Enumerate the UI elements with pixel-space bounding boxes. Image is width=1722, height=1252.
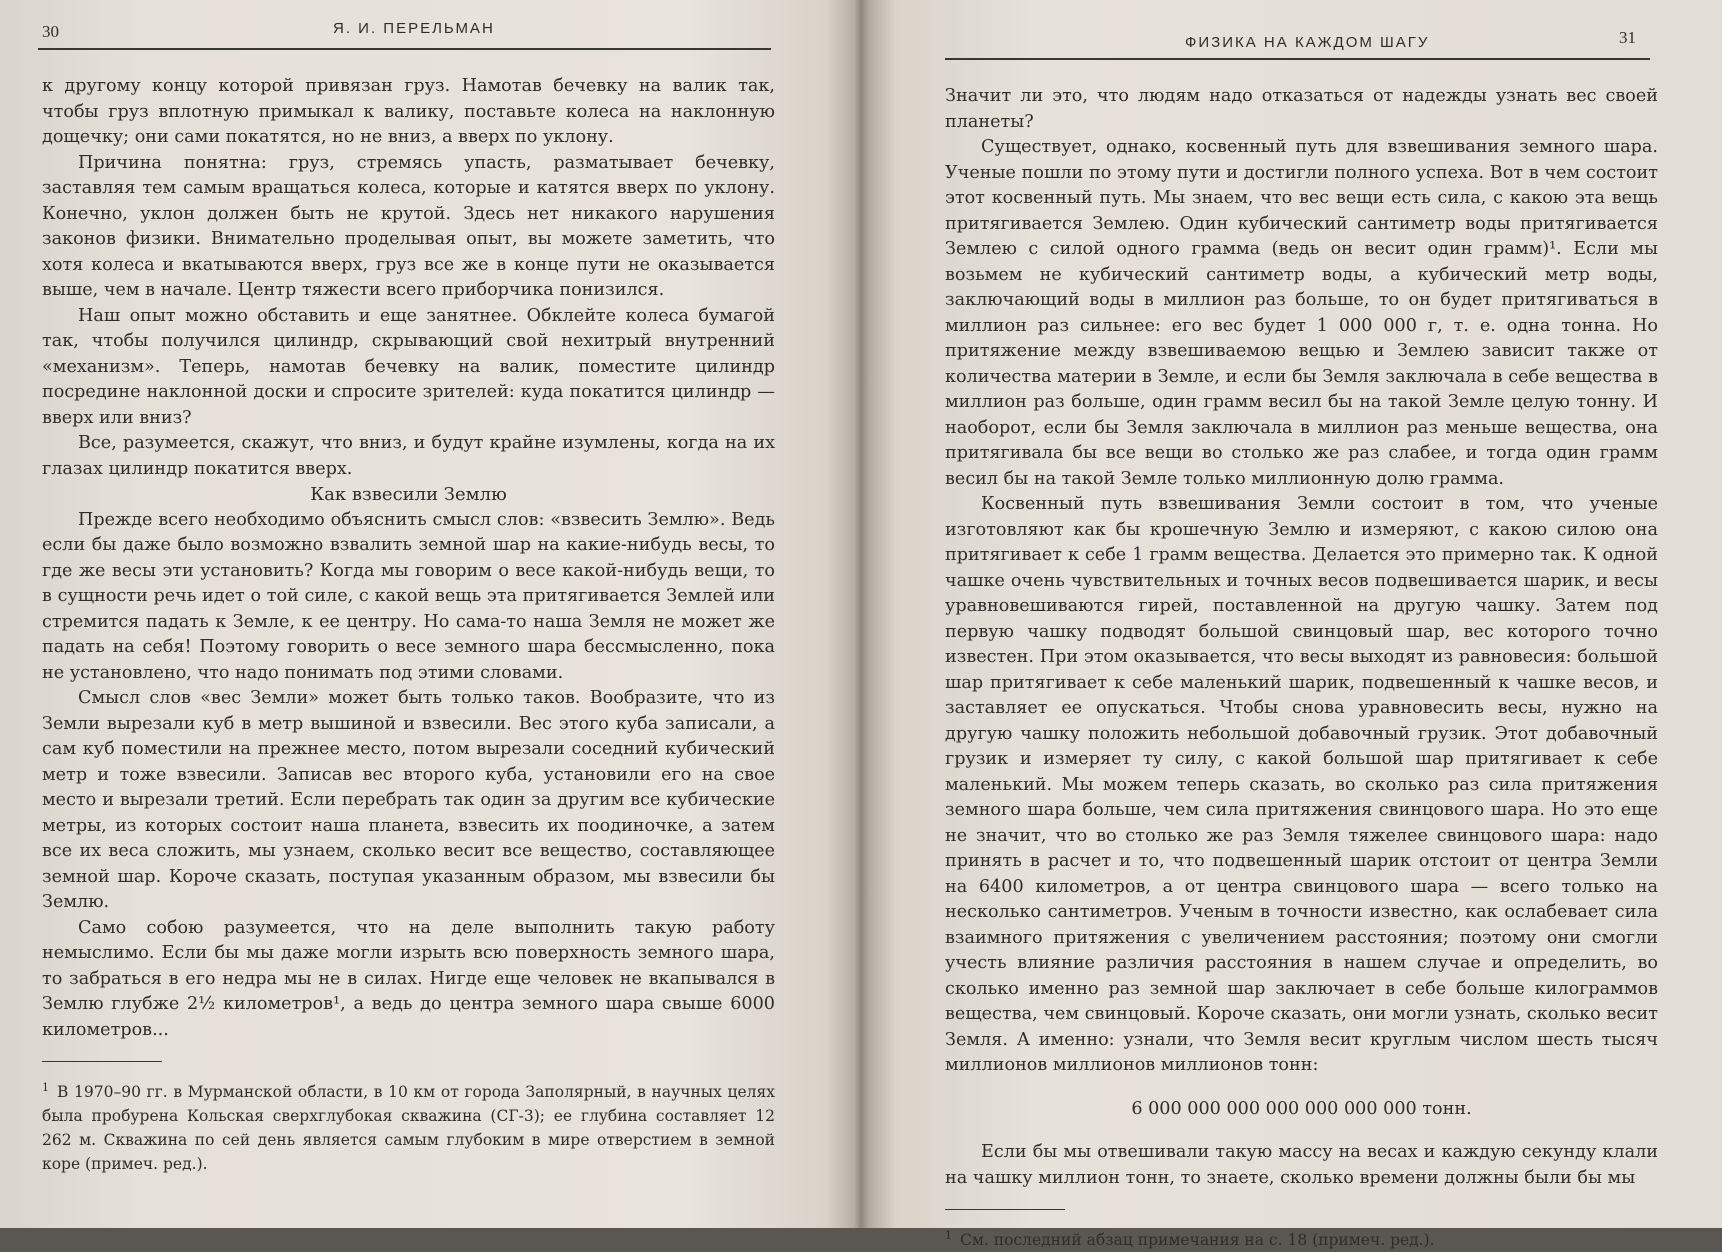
left-page-body [42, 74, 775, 1176]
footnote [42, 1076, 775, 1176]
footnote-mark: 1 [42, 1081, 49, 1094]
big-number: 6 000 000 000 000 000 000 000 тонн. [1131, 1098, 1472, 1119]
header-rule [945, 58, 1650, 60]
paragraph: Существует, однако, косвенный путь для взвешивания земного шара. Ученые пошли по этому пути и достигли полного успеха. Вот в чем состоит этот косвенный путь. Мы знаем, что вес вещи есть сила, с какою эта вещь притягивается Землею. Один кубический сантиметр воды притягивается Землею с силой одного грамма (ведь он весит один грамм)¹. Если мы возьмем не кубический сантиметр воды, а кубический метр воды, заключающий воды в миллион раз больше, то он будет притягиваться в миллион раз сильнее: его вес будет 1 000 000 г, т. е. одна тонна. Но притяжение между взвешиваемою вещью и Землею зависит также от количества материи в Земле, и если бы Земля заключала в себе вещества в миллион раз больше, один грамм весил бы на такой Земле целую тонну. И наоборот, если бы Земля заключала в миллион раз меньше вещества, она притягивала бы все вещи во столько же раз слабее, и тогда один грамм весил бы на такой Земле только миллионную долю грамма. [945, 137, 1658, 489]
footnote-mark: 1 [945, 1229, 952, 1242]
footnote [945, 1224, 1658, 1252]
footnote-rule [945, 1209, 1065, 1210]
page-number: 30 [42, 22, 59, 41]
paragraph: Причина понятна: груз, стремясь упасть, разматывает бечевку, заставляя тем самым вращаться колеса, которые и катятся вверх по уклону. Конечно, уклон должен быть не крутой. Здесь нет никакого нарушения законов физики. Внимательно проделывая опыт, вы можете заметить, что хотя колеса и вкатываются вверх, груз все же в конце пути не оказывается выше, чем в начале. Центр тяжести всего приборчика понизился. [42, 152, 775, 300]
paragraph: Наш опыт можно обставить и еще занятнее. Обклейте колеса бумагой так, чтобы получился цилиндр, скрывающий свой нехитрый внутренний «механизм». Теперь, намотав бечевку на валик, поместите цилиндр посредине наклонной доски и спросите зрителей: куда покатится цилиндр — вверх или вниз? [42, 305, 775, 428]
footnote-rule [42, 1061, 162, 1062]
paragraph: Смысл слов «вес Земли» может быть только таков. Вообразите, что из Земли вырезали куб в метр вышиной и взвесили. Вес этого куба записали, а сам куб поместили на прежнее место, потом вырезали соседний кубический метр и тоже взвесили. Записав вес второго куба, установили его на свое место и вырезали третий. Если перебрать так один за другим все кубические метры, из которых состоит наша планета, взвесить их поодиночке, а затем все их веса сложить, мы узнаем, сколько весит все вещество, составляющее земной шар. Короче сказать, поступая указанным образом, мы взвесили бы Землю. [42, 688, 775, 912]
section-heading: Как взвесили Землю [310, 484, 507, 505]
header-rule [38, 48, 771, 50]
paragraph: к другому концу которой привязан груз. Намотав бечевку на валик так, чтобы груз вплотную примыкал к валику, поставьте колеса на наклонную дощечку; они сами покатятся, но не вниз, а вверх по уклону. [42, 76, 775, 147]
right-page-body [945, 84, 1658, 1252]
paragraph: Косвенный путь взвешивания Земли состоит в том, что ученые изготовляют как бы крошечную Землю и измеряют, с какою силою она притягивает к себе 1 грамм вещества. Делается это примерно так. К одной чашке очень чувствительных и точных весов подвешивается шарик, и весы уравновешиваются гирей, поставленной на другую чашку. Затем под первую чашку подводят большой свинцовый шар, вес которого точно известен. При этом оказывается, что весы выходят из равновесия: большой шар притягивает к себе маленький шарик, подвешенный к чашке весов, и заставляет ее опускаться. Чтобы снова уравновесить весы, нужно на другую чашку положить небольшой добавочный грузик. Этот добавочный грузик и измеряет ту силу, с какой большой шар притягивает к себе маленький. Мы можем теперь сказать, во сколько раз сила притяжения земного шара больше, чем сила притяжения свинцового шара. Но это еще не значит, что во столько же раз Земля тяжелее свинцового шара: надо принять в расчет и то, что подвешенный шарик отстоит от центра Земли на 6400 километров, а от центра свинцового шара — всего только на несколько сантиметров. Ученым в точности известно, как ослабевает сила взаимного притяжения с увеличением расстояния; поэтому они смогли учесть влияние различия расстояния в нашем случае и определить, во сколько именно раз земной шар заключает в себе больше килограммов вещества, чем свинцовый. Короче сказать, они могли узнать, сколько весит Земля. А именно: узнали, что Земля весит круглым числом шесть тысяч миллионов миллионов миллионов тонн: [945, 494, 1658, 1075]
right-page [945, 0, 1660, 1250]
footnote-text: В 1970–90 гг. в Мурманской области, в 10 км от города Заполярный, в научных целях была пробурена Кольская сверхглубокая скважина (СГ-3); ее глубина составляет 12 262 м. Скважина по сей день является самым глубоким в мире отверстием в земной коре (примеч. ред.). [42, 1083, 775, 1174]
left-page [38, 0, 783, 1174]
running-head: ФИЗИКА НА КАЖДОМ ШАГУ [1185, 34, 1430, 51]
paragraph: Само собою разумеется, что на деле выполнить такую работу немыслимо. Если бы мы даже могли изрыть всю поверхность земного шара, то забраться в его недра мы не в силах. Нигде еще человек не вкапывался в Землю глубже 2½ километров¹, а ведь до центра земного шара свыше 6000 километров... [42, 917, 775, 1040]
right-page-header [945, 0, 1660, 51]
paragraph: Если бы мы отвешивали такую массу на весах и каждую секунду клали на чашку миллион тонн, то знаете, сколько времени должны были бы мы [945, 1142, 1658, 1188]
left-page-header [38, 0, 783, 48]
paragraph: Все, разумеется, скажут, что вниз, и будут крайне изумлены, когда на их глазах цилиндр покатится вверх. [42, 433, 775, 479]
paragraph: Прежде всего необходимо объяснить смысл слов: «взвесить Землю». Ведь если бы даже было возможно взвалить земной шар на какие-нибудь весы, то где же весы эти установить? Когда мы говорим о весе какой-нибудь вещи, то в сущности речь идет о той силе, с какой вещь эта притягивается Землей или стремится падать к Земле, к ее центру. Но сама-то наша Земля не может же падать на себя! Поэтому говорить о весе земного шара бессмысленно, пока не установлено, что надо понимать под этими словами. [42, 509, 775, 683]
paragraph: Значит ли это, что людям надо отказаться от надежды узнать вес своей планеты? [945, 86, 1658, 132]
page-number: 31 [1619, 28, 1636, 47]
running-head: Я. И. ПЕРЕЛЬМАН [333, 20, 495, 37]
footnote-text: См. последний абзац примечания на с. 18 (примеч. ред.). [960, 1231, 1435, 1250]
